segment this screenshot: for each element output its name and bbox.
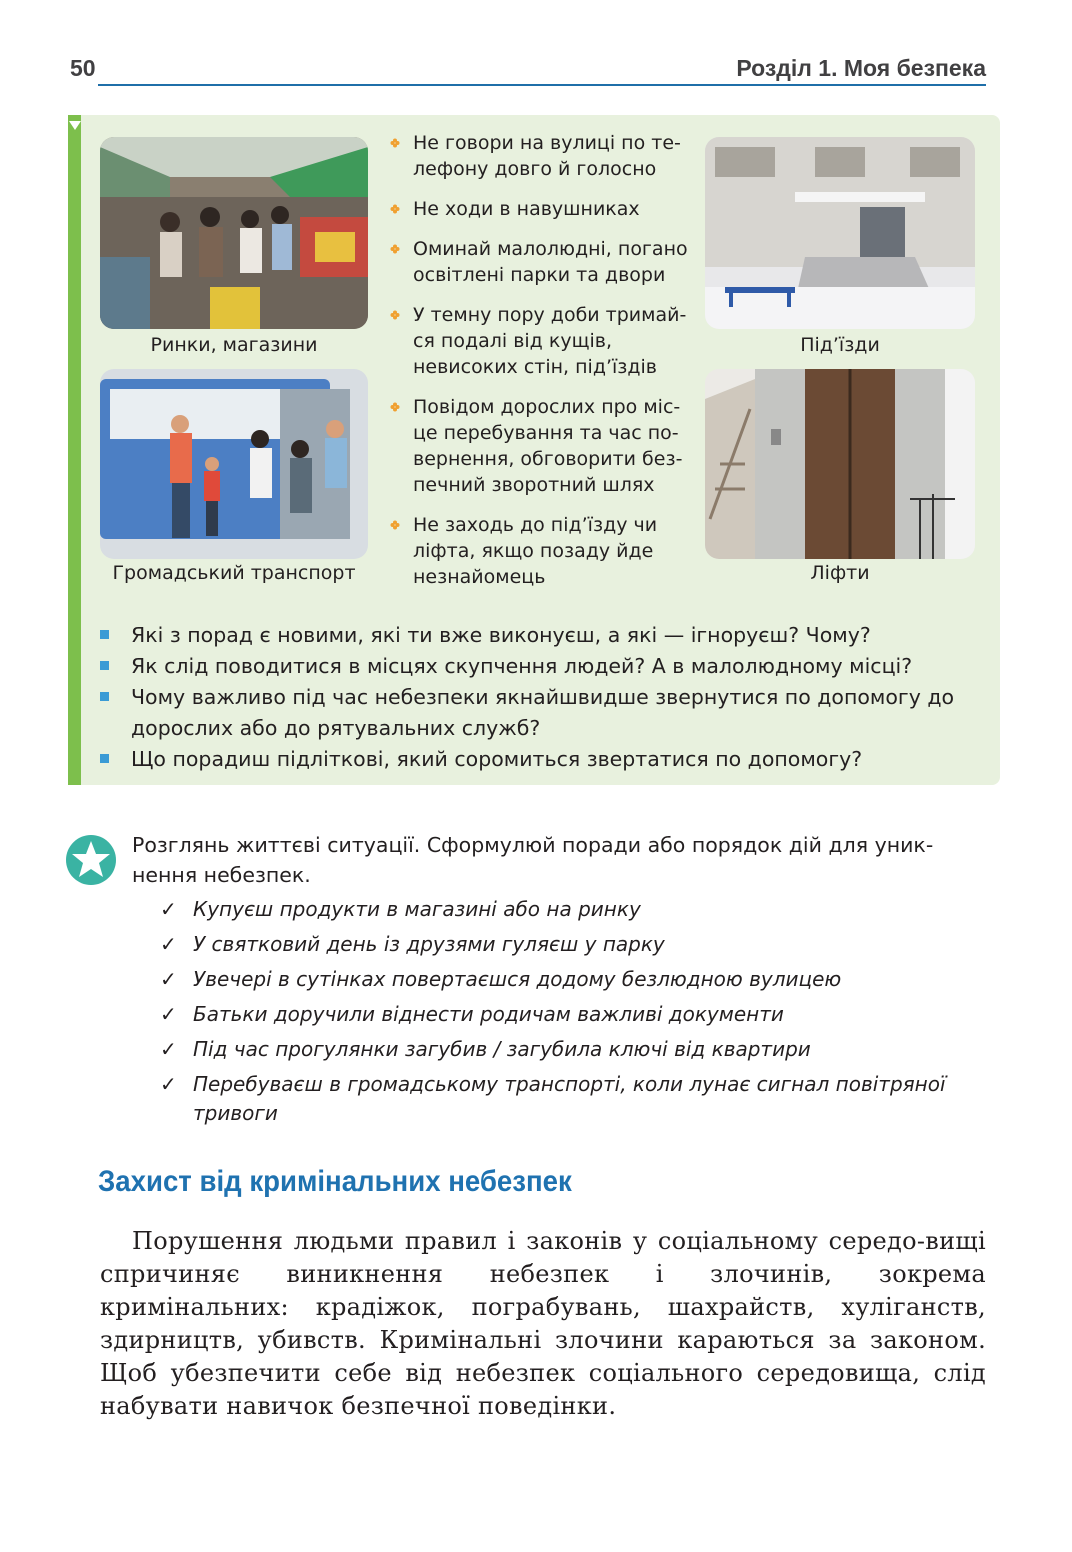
question-text: Що порадиш підліткові, який соромиться звертатися по допомогу? xyxy=(131,747,863,771)
tip-item xyxy=(388,236,694,288)
situation-text: Перебуваєш в громадському транспорті, коли лунає сигнал повітряної тривоги xyxy=(193,1072,946,1125)
diamond-bullet-icon xyxy=(390,520,400,530)
checkmark-icon: ✓ xyxy=(160,1002,177,1026)
tip-text: Повідом дорослих про місце перебування та час повернення, обговорити безпечний зворотний шлях xyxy=(413,396,683,496)
discussion-questions xyxy=(98,620,990,775)
star-task-icon xyxy=(64,833,118,887)
checkmark-icon: ✓ xyxy=(160,897,177,921)
diamond-bullet-icon xyxy=(390,204,400,214)
tip-item xyxy=(388,196,694,222)
situation-item xyxy=(160,895,990,924)
square-bullet-icon xyxy=(100,630,109,639)
tip-text: Не ходи в навушниках xyxy=(413,198,640,220)
elevator-illustration xyxy=(705,369,975,559)
chapter-title: Розділ 1. Моя безпека xyxy=(736,55,986,81)
question-item xyxy=(98,651,990,682)
section-body: Порушення людьми правил і законів у соціальному середо-вищі спричиняє виникнення небезпек і злочинів, зокрема кримінальних: крадіжок, пограбувань, шахрайств, хуліганств, здирництв, убивств. Кримінальні злочини караються за законом. Щоб убезпечити себе від небезпек соціального середовища, слід набувати навичок безпечної поведінки. xyxy=(100,1227,986,1420)
square-bullet-icon xyxy=(100,661,109,670)
elevators-caption: Ліфти xyxy=(810,562,870,584)
market-caption: Ринки, магазини xyxy=(150,334,318,356)
diamond-bullet-icon xyxy=(390,310,400,320)
header-rule xyxy=(98,84,986,86)
question-item xyxy=(98,744,990,775)
diamond-bullet-icon xyxy=(390,138,400,148)
situation-item xyxy=(160,1000,990,1029)
page-number: 50 xyxy=(70,55,96,81)
tip-item xyxy=(388,130,694,182)
square-bullet-icon xyxy=(100,754,109,763)
situation-text: Увечері в сутінках повертаєшся додому безлюдною вулицею xyxy=(193,967,842,991)
question-item xyxy=(98,620,990,651)
situations-list xyxy=(160,895,990,1134)
checkmark-icon: ✓ xyxy=(160,967,177,991)
tips-box-marker-icon xyxy=(69,121,81,130)
entrances-photo xyxy=(705,137,975,329)
question-text: Які з порад є новими, які ти вже виконуєш, а які — ігноруєш? Чому? xyxy=(131,623,871,647)
situation-item xyxy=(160,930,990,959)
situation-text: У святковий день із друзями гуляєш у парку xyxy=(193,932,665,956)
task-intro: Розглянь життєві ситуації. Сформулюй поради або порядок дій для уникнення небезпек. xyxy=(132,833,934,887)
transport-photo xyxy=(100,369,368,559)
question-item xyxy=(98,682,990,744)
section-heading: Захист від кримінальних небезпек xyxy=(98,1165,572,1198)
tip-item xyxy=(388,394,694,498)
transport-caption: Громадський транспорт xyxy=(112,562,356,584)
situation-text: Під час прогулянки загубив / загубила ключі від квартири xyxy=(193,1037,811,1061)
diamond-bullet-icon xyxy=(390,402,400,412)
question-text: Чому важливо під час небезпеки якнайшвидше звернутися по допомогу до дорослих або до рятувальних служб? xyxy=(131,685,955,740)
tip-item xyxy=(388,302,694,380)
situation-text: Батьки доручили віднести родичам важливі документи xyxy=(193,1002,784,1026)
tip-text: Не говори на вулиці по телефону довго й голосно xyxy=(413,132,681,180)
entrances-caption: Під’їзди xyxy=(800,334,880,356)
tip-text: У темну пору доби тримайся подалі від кущів, невисоких стін, під’їздів xyxy=(413,304,687,378)
elevators-photo xyxy=(705,369,975,559)
market-illustration xyxy=(100,137,368,329)
tip-text: Не заходь до під’їзду чи ліфта, якщо позаду йде незнайомець xyxy=(413,514,658,588)
question-text: Як слід поводитися в місцях скупчення людей? А в малолюдному місці? xyxy=(131,654,913,678)
bus-illustration xyxy=(100,369,368,559)
safety-tips-list xyxy=(388,130,694,604)
situation-item xyxy=(160,965,990,994)
situation-item xyxy=(160,1070,990,1128)
checkmark-icon: ✓ xyxy=(160,1037,177,1061)
checkmark-icon: ✓ xyxy=(160,1072,177,1096)
square-bullet-icon xyxy=(100,692,109,701)
tip-text: Оминай малолюдні, погано освітлені парки та двори xyxy=(413,238,688,286)
market-photo xyxy=(100,137,368,329)
checkmark-icon: ✓ xyxy=(160,932,177,956)
situation-item xyxy=(160,1035,990,1064)
diamond-bullet-icon xyxy=(390,244,400,254)
tips-box-side-bar xyxy=(68,115,81,785)
tip-item xyxy=(388,512,694,590)
building-entrance-illustration xyxy=(705,137,975,329)
situation-text: Купуєш продукти в магазині або на ринку xyxy=(193,897,641,921)
